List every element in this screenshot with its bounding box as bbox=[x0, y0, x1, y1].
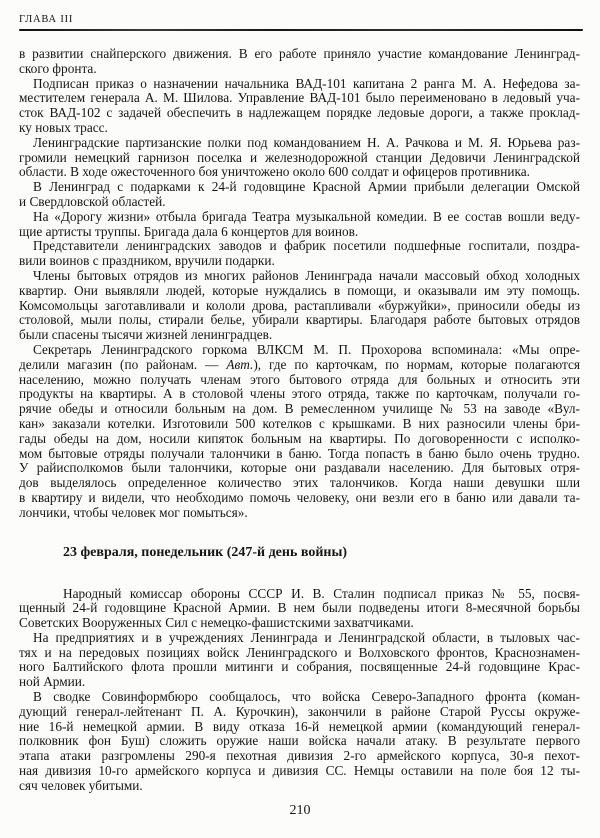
section-22-february-continued bbox=[19, 47, 580, 521]
text-line: в квартиру и видели, что необходимо помочь человеку, они везли его в баню или давали та- bbox=[19, 490, 580, 505]
text-line: были спасены тысячи жизней ленинградцев. bbox=[19, 328, 273, 343]
paragraph bbox=[19, 690, 580, 794]
paragraph bbox=[19, 343, 580, 521]
paragraph bbox=[19, 631, 580, 690]
header-rule-divider bbox=[19, 29, 583, 31]
text-line: ная дивизия 10-го армейского корпуса и дивизия СС. Немцы оставили на поле боя 12 ты- bbox=[19, 764, 580, 779]
text-line: столовой, мыли полы, стирали белье, убирали квартиры. Благодаря работе бытовых отрядов bbox=[19, 313, 580, 328]
text-line: В Ленинград с подарками к 24-й годовщине Красной Армии прибыли делегации Омской bbox=[33, 180, 580, 195]
text-line: Представители ленинградских заводов и фабрик посетили подшефные госпитали, поздра- bbox=[33, 239, 580, 254]
paragraph bbox=[19, 210, 580, 240]
paragraph bbox=[19, 587, 580, 631]
text-line: продукты на квартиры. А в столовой члены этого отряда, также по карточкам, получали го- bbox=[19, 387, 580, 402]
text-line: Подписан приказ о назначении начальника ВАД-101 капитана 2 ранга М. А. Нефедова за- bbox=[33, 76, 580, 91]
text-line: полковник фон Буш) сложить оружие наши войска начали атаку. В результате первого bbox=[19, 734, 580, 749]
text-line: Ленинградские партизанские полки под командованием Н. А. Рачкова и М. Я. Юрьева раз- bbox=[33, 135, 580, 150]
text-line: области. В ходе ожесточенного боя уничтожено около 600 солдат и офицеров противника. bbox=[19, 165, 530, 180]
text-line: сяч человек убитыми. bbox=[19, 778, 143, 793]
text-line: На предприятиях и в учреждениях Ленинграда и Ленинградской области, в тыловых час- bbox=[33, 630, 580, 645]
paragraph bbox=[19, 47, 580, 77]
text-line: этапа атаки разгромлены 290-я пехотная дивизия 2-го армейского корпуса, 30-я пехот- bbox=[19, 749, 580, 764]
paragraph bbox=[19, 180, 580, 210]
text-line: мом бытовые отряды получали талончики в баню. Тогда попасть в баню было очень трудно. bbox=[19, 446, 580, 461]
text-line: квартир. Они выявляли людей, которые нуждались в помощи, и оказывали им эту помощь. bbox=[19, 283, 580, 298]
section-date-heading: 23 февраля, понедельник (247-й день войны) bbox=[63, 544, 348, 560]
text-line: щие артисты труппы. Бригада дала 6 концертов для воинов. bbox=[19, 224, 359, 239]
text-line: ского фронта. bbox=[19, 61, 97, 76]
page-number: 210 bbox=[289, 803, 311, 818]
text-line: ной Армии. bbox=[19, 675, 86, 690]
text-line: Народный комиссар обороны СССР И. В. Сталин подписал приказ № 55, посвя- bbox=[63, 586, 580, 601]
text-line: На «Дорогу жизни» отбыла бригада Театра музыкальной комедии. В ее состав вошли веду- bbox=[33, 209, 580, 224]
text-line: ние 16-й немецкой армии. В виду отказа 16-й немецкой армии (командующий генерал- bbox=[19, 719, 580, 734]
text-line: Советских Вооруженных Сил с немецко-фашистскими захватчиками. bbox=[19, 616, 414, 631]
section-23-february bbox=[19, 544, 580, 794]
paragraph bbox=[19, 269, 580, 343]
text-line: тях и на передовых позициях войск Ленинградского и Волховского фронтов, Краснознамен- bbox=[19, 645, 580, 660]
paragraph bbox=[19, 239, 580, 269]
paragraph bbox=[19, 77, 580, 136]
text-line: дующий генерал-лейтенант П. А. Курочкин), закончили в районе Старой Руссы окруже- bbox=[19, 704, 580, 719]
text-line: рячие обеды и относили больным на дом. В ремесленном училище № 53 на заводе «Вул- bbox=[19, 402, 580, 417]
text-line: дов выделялось определенное количество этих талончиков. Когда наши девушки шли bbox=[19, 476, 580, 491]
text-line: вили воинов с праздником, вручили подарки. bbox=[19, 254, 275, 269]
paragraph bbox=[19, 136, 580, 180]
text-line: населению, можно получать членам этого бытового отряда для больных и относить эти bbox=[19, 372, 580, 387]
text-line: ного Балтийского флота прошли митинги и собрания, посвященные 24-й годовщине Крас- bbox=[19, 660, 580, 675]
running-header: ГЛАВА III bbox=[19, 14, 74, 25]
text-line: Секретарь Ленинградского горкома ВЛКСМ М. П. Прохорова вспоминала: «Мы опре- bbox=[33, 342, 580, 357]
text-line: ку новых трасс. bbox=[19, 120, 108, 135]
text-line: и Свердловской областей. bbox=[19, 194, 166, 209]
text-line: делили магазин (по районам. — Авт.), где по карточкам, по нормам, которые полагаются bbox=[19, 357, 580, 372]
page-body bbox=[19, 47, 580, 794]
text-line: кан» заказали котелки. Изготовили 500 котелков с крышками. В них разносили члены бри- bbox=[19, 416, 580, 431]
text-line: Члены бытовых отрядов из многих районов Ленинграда начали массовый обход холодных bbox=[33, 268, 580, 283]
text-line: сток ВАД-102 с задачей обеспечить в надлежащем порядке ледовые дороги, а также проклад- bbox=[19, 106, 580, 121]
text-line: гады обеды на дом, носили кипяток больным на квартиры. По договоренности с исполко- bbox=[19, 431, 580, 446]
text-line: местителем генерала А. М. Шилова. Управление ВАД-101 было переименовано в ледовый уча- bbox=[19, 91, 580, 106]
text-line: Комсомольцы заготавливали и кололи дрова, растапливали «буржуйки», приносили обеды из bbox=[19, 298, 580, 313]
text-line: В сводке Совинформбюро сообщалось, что войска Северо-Западного фронта (коман- bbox=[33, 690, 580, 705]
text-line: У райисполкомов были талончики, которые они раздавали населению. Для бытовых отря- bbox=[19, 461, 580, 476]
text-line: лончики, чтобы человек мог помыться». bbox=[19, 505, 248, 520]
text-line: громили немецкий гарнизон поселка и железнодорожной станции Дедовичи Ленинградской bbox=[19, 150, 580, 165]
text-line: щенный 24-й годовщине Красной Армии. В нем были подведены итоги 8-месячной борьбы bbox=[19, 601, 580, 616]
text-line: в развитии снайперского движения. В его работе приняло участие командование Ленинград- bbox=[19, 47, 580, 61]
